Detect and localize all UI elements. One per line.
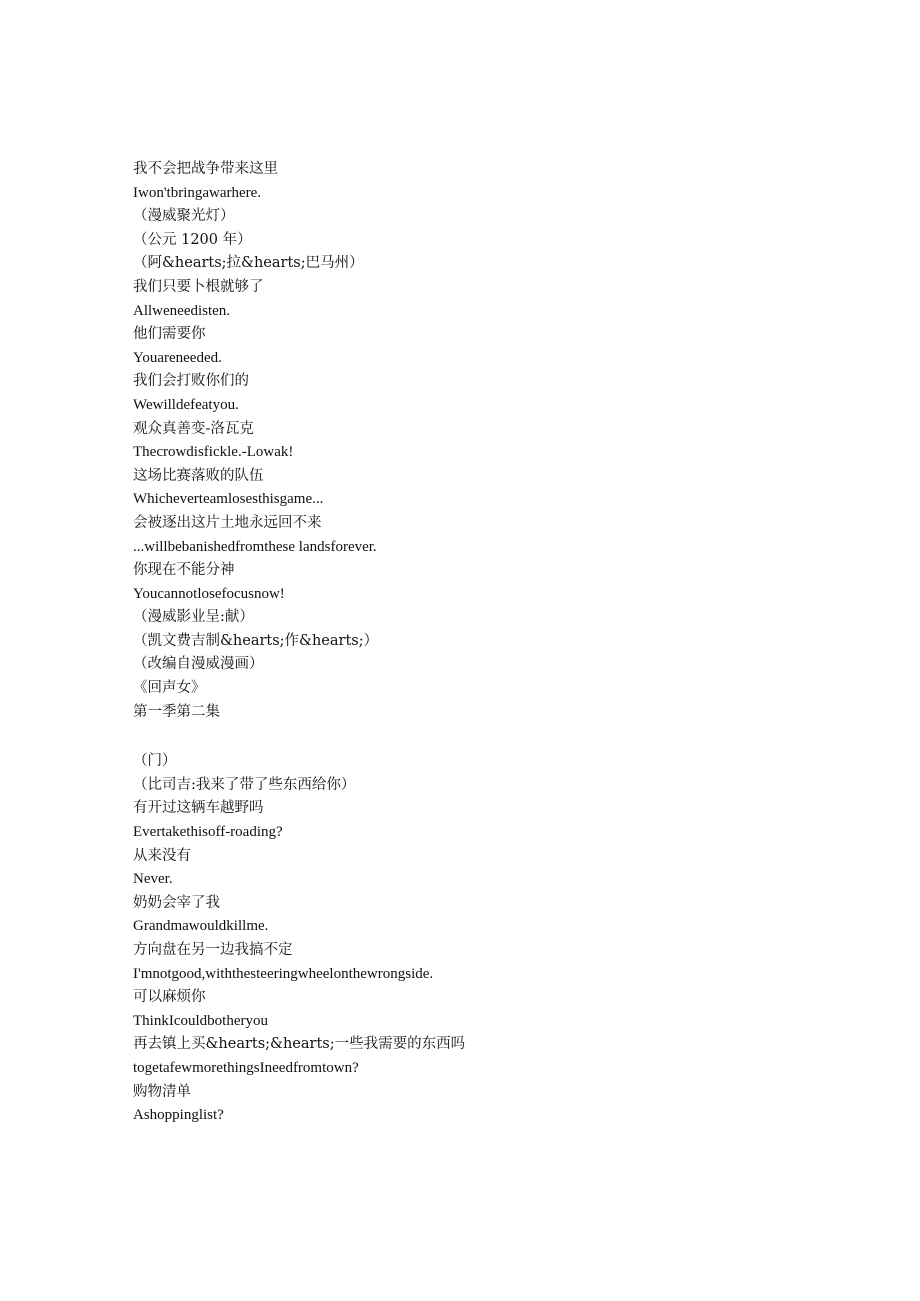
subtitle-line-en: Thecrowdisfickle.-Lowak! xyxy=(133,444,294,461)
subtitle-text-block xyxy=(133,158,833,1128)
subtitle-line-en: Never. xyxy=(133,871,173,888)
subtitle-line-zh: 他们需要你 xyxy=(133,326,206,343)
subtitle-line-zh: 可以麻烦你 xyxy=(133,989,206,1006)
subtitle-line-en: Grandmawouldkillme. xyxy=(133,918,269,935)
subtitle-line-en: Youcannotlosefocusnow! xyxy=(133,585,285,602)
subtitle-line-zh: （改编自漫威漫画） xyxy=(133,656,264,673)
subtitle-line-zh: 观众真善变-洛瓦克 xyxy=(133,420,254,437)
subtitle-line-en: Youareneeded. xyxy=(133,349,222,366)
subtitle-line-zh: 奶奶会宰了我 xyxy=(133,894,220,911)
subtitle-line-zh: （漫威聚光灯） xyxy=(133,208,235,225)
subtitle-line-zh: 再去镇上买&hearts;&hearts;一些我需要的东西吗 xyxy=(133,1036,466,1053)
subtitle-line-en: ...willbebanishedfromthese landsforever. xyxy=(133,538,377,555)
subtitle-line-en: Allweneedisten. xyxy=(133,302,231,319)
subtitle-line-en: Iwon'tbringawarhere. xyxy=(133,184,262,201)
subtitle-line-zh: 购物清单 xyxy=(133,1083,191,1100)
subtitle-line-zh: 我们只要卜根就够了 xyxy=(133,278,264,295)
subtitle-line-zh: （凯文费吉制&hearts;作&hearts;） xyxy=(133,632,379,649)
subtitle-line-zh: （比司吉:我来了带了些东西给你） xyxy=(133,776,356,793)
subtitle-line-zh: 第一季第二集 xyxy=(133,703,220,720)
subtitle-line-en: togetafewmorethingsIneedfromtown? xyxy=(133,1059,359,1076)
subtitle-line-zh: （公元 1200 年） xyxy=(133,231,252,248)
subtitle-line-zh: （阿&hearts;拉&hearts;巴马州） xyxy=(133,255,364,272)
subtitle-line-zh: 我不会把战争带来这里 xyxy=(133,161,278,177)
subtitle-line-zh: 我们会打败你们的 xyxy=(133,373,249,390)
subtitle-line-zh: （门） xyxy=(133,753,177,770)
subtitle-line-en: Whicheverteamlosesthisgame... xyxy=(133,491,324,508)
subtitle-line-zh: 会被逐出这片土地永远回不来 xyxy=(133,514,322,531)
subtitle-line-en: Evertakethisoff-roading? xyxy=(133,824,283,841)
subtitle-line-zh: 方向盘在另一边我搞不定 xyxy=(133,942,293,958)
blank-line xyxy=(133,724,833,750)
subtitle-line-en: Ashoppinglist? xyxy=(133,1107,224,1124)
subtitle-line-zh: 有开过这辆车越野吗 xyxy=(133,800,264,817)
subtitle-line-en: I'mnotgood,withthesteeringwheelonthewrongside. xyxy=(133,965,434,982)
subtitle-line-en: ThinkIcouldbotheryou xyxy=(133,1012,268,1029)
subtitle-line-en: Wewilldefeatyou. xyxy=(133,396,239,413)
subtitle-line-zh: 《回声女》 xyxy=(133,680,206,697)
subtitle-line-zh: 这场比赛落败的队伍 xyxy=(133,467,264,484)
subtitle-line-zh: （漫威影业呈:献） xyxy=(133,609,254,626)
subtitle-line-zh: 你现在不能分神 xyxy=(133,562,235,579)
subtitle-line-zh: 从来没有 xyxy=(133,847,191,864)
